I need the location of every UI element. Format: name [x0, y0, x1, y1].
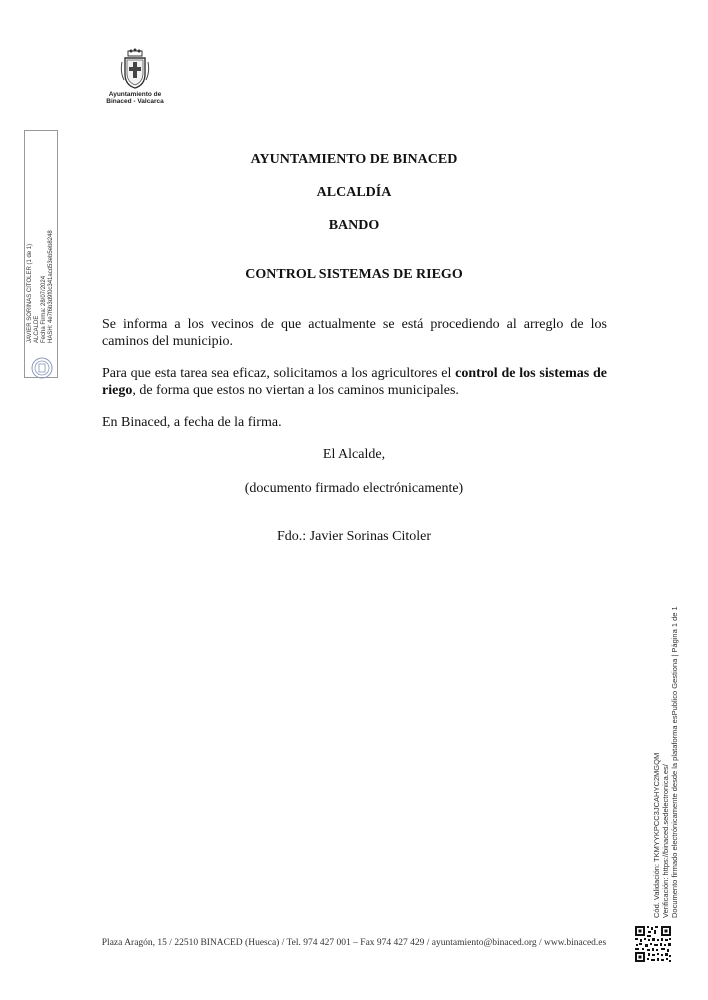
- paragraph-2-start: Para que esta tarea sea eficaz, solicitamos a los agricultores el: [102, 366, 456, 381]
- validation-text: [652, 606, 680, 918]
- signature-stamp-box: [24, 130, 58, 378]
- signer-role: El Alcalde,: [322, 447, 386, 462]
- signer-name: Fdo.: Javier Sorinas Citoler: [277, 529, 431, 544]
- signature-signer: JAVIER SORINAS CITOLER (1 de 1): [27, 243, 33, 343]
- logo-text-line2: Binaced - Valcarca: [106, 98, 164, 105]
- validation-note: Documento firmado electrónicamente desde la plataforma esPublico Gestiona | Página 1 de 1: [670, 606, 679, 918]
- document-office: ALCALDÍA: [316, 185, 392, 200]
- logo-text-line1: Ayuntamiento de: [108, 91, 162, 98]
- document-subject: CONTROL SISTEMAS DE RIEGO: [245, 267, 463, 282]
- coat-of-arms-icon: [120, 48, 150, 90]
- document-type: BANDO: [328, 218, 380, 233]
- municipal-logo: [100, 48, 170, 108]
- document-title: AYUNTAMIENTO DE BINACED: [250, 152, 458, 167]
- validation-code: Cód. Validación: TKMYYKPCC3JCAHYC2MGQM: [652, 752, 661, 918]
- paragraph-2-bold: control de los sistemas de riego: [102, 366, 608, 398]
- signature-role: ALCALDE: [34, 315, 40, 343]
- verification-url: Verificación: https://binaced.sedelectronica.es/: [661, 764, 670, 918]
- qr-code-icon: [634, 925, 672, 963]
- signature-date: Fecha Firma: 28/07/2024: [41, 275, 47, 343]
- paragraph-2-end: , de forma que estos no viertan a los caminos municipales.: [132, 383, 459, 398]
- seal-icon: [31, 357, 53, 379]
- paragraph-1: Se informa a los vecinos de que actualmente se está procediendo al arreglo de los caminos del municipio.: [102, 317, 607, 349]
- signature-hash: HASH: 4e7f6b3d9f0c341acd53eb5eb8248: [48, 230, 54, 343]
- paragraph-2: [102, 365, 607, 399]
- electronic-signature-note: (documento firmado electrónicamente): [244, 481, 464, 496]
- place-date: En Binaced, a fecha de la firma.: [102, 415, 282, 430]
- page-footer: Plaza Aragón, 15 / 22510 BINACED (Huesca) / Tel. 974 427 001 – Fax 974 427 429 / ayuntamiento@binaced.org / www.binaced.es: [101, 938, 607, 948]
- signature-stamp-text: [27, 133, 57, 343]
